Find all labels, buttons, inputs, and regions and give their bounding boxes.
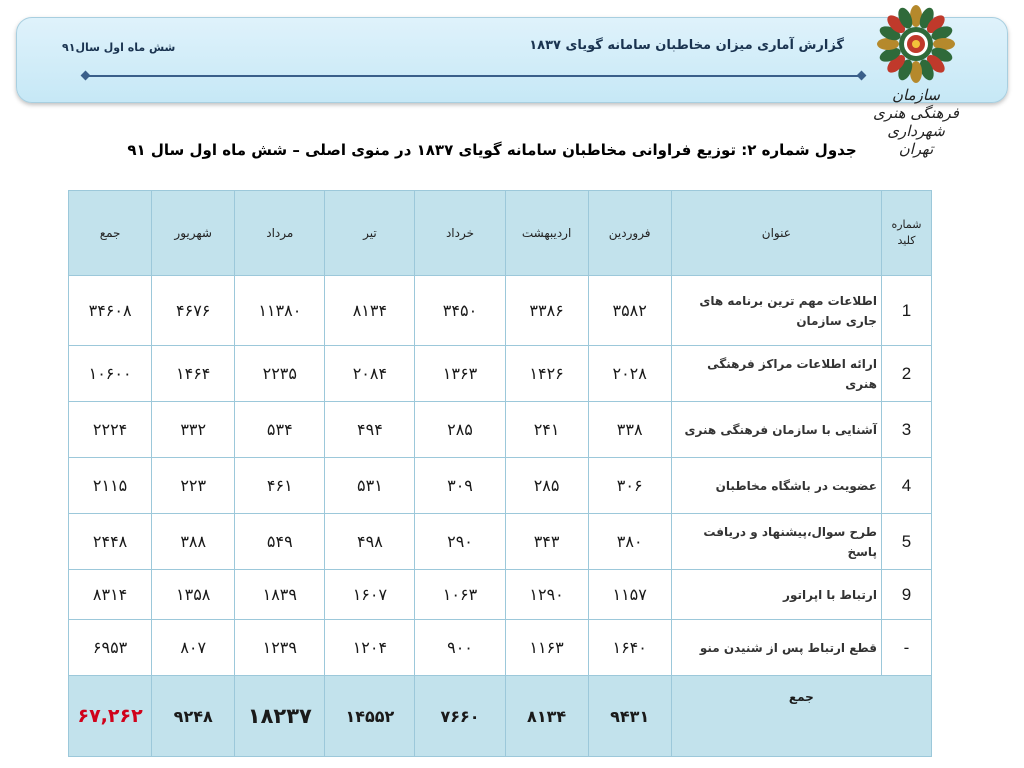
cell-value: ۱۲۹۰ [505,570,588,620]
row-key: 9 [881,570,931,620]
cell-value: ۱۱۶۳ [505,620,588,676]
cell-value: ۱۴۲۶ [505,346,588,402]
cell-value: ۸۱۳۴ [325,276,415,346]
cell-value: ۴۹۴ [325,402,415,458]
cell-value: ۵۴۹ [235,514,325,570]
total-value: ۸۱۳۴ [505,676,588,757]
row-key: 1 [881,276,931,346]
column-header-tir: تیر [325,191,415,276]
cell-value: ۹۰۰ [415,620,505,676]
cell-value: ۱۲۳۹ [235,620,325,676]
row-title: طرح سوال،پیشنهاد و دریافت پاسخ [671,514,881,570]
column-header-khordad: خرداد [415,191,505,276]
cell-value: ۱۳۵۸ [152,570,235,620]
table-row [69,346,932,402]
row-title: عضویت در باشگاه مخاطبان [671,458,881,514]
row-title: قطع ارتباط پس از شنیدن منو [671,620,881,676]
cell-value: ۴۶۱ [235,458,325,514]
table-row [69,514,932,570]
total-label: جمع [671,676,931,757]
total-value: ۹۲۴۸ [152,676,235,757]
cell-value: ۳۸۰ [588,514,671,570]
row-title: ارائه اطلاعات مراکز فرهنگی هنری [671,346,881,402]
row-key: 2 [881,346,931,402]
table-row [69,570,932,620]
column-header-key: شماره کلید [881,191,931,276]
cell-value: ۲۹۰ [415,514,505,570]
header-divider [86,75,862,77]
table-row [69,620,932,676]
header-bar [16,17,1008,103]
cell-value: ۳۳۸۶ [505,276,588,346]
column-header-total: جمع [69,191,152,276]
column-header-farvardin: فروردین [588,191,671,276]
cell-value: ۳۰۶ [588,458,671,514]
cell-value: ۲۸۵ [415,402,505,458]
period-label: شش ماه اول سال۹۱ [62,41,176,54]
cell-value: ۴۶۷۶ [152,276,235,346]
grand-total: ۶۷,۲۶۲ [69,676,152,757]
cell-row-total: ۲۲۲۴ [69,402,152,458]
cell-value: ۱۶۰۷ [325,570,415,620]
cell-row-total: ۸۳۱۴ [69,570,152,620]
cell-row-total: ۶۹۵۳ [69,620,152,676]
row-key: 3 [881,402,931,458]
cell-value: ۲۸۵ [505,458,588,514]
row-key: 4 [881,458,931,514]
cell-value: ۳۳۲ [152,402,235,458]
cell-value: ۴۹۸ [325,514,415,570]
cell-value: ۲۲۳۵ [235,346,325,402]
frequency-table [68,190,932,757]
cell-value: ۸۰۷ [152,620,235,676]
column-header-title: عنوان [671,191,881,276]
total-value: ۷۶۶۰ [415,676,505,757]
cell-value: ۳۵۸۲ [588,276,671,346]
cell-value: ۲۲۳ [152,458,235,514]
table-row [69,458,932,514]
table-header-row [69,191,932,276]
cell-row-total: ۲۴۴۸ [69,514,152,570]
report-title: گزارش آماری میزان مخاطبان سامانه گویای ۱۸۳۷ [529,38,844,53]
cell-value: ۵۳۱ [325,458,415,514]
cell-value: ۱۶۴۰ [588,620,671,676]
cell-value: ۲۰۸۴ [325,346,415,402]
row-key: - [881,620,931,676]
logo-text: سازمان فرهنگی هنری شهرداری تهران [873,86,959,158]
cell-value: ۱۱۳۸۰ [235,276,325,346]
cell-value: ۳۰۹ [415,458,505,514]
table-row [69,402,932,458]
cell-value: ۳۴۳ [505,514,588,570]
column-header-ordibehesht: اردیبهشت [505,191,588,276]
cell-value: ۵۳۴ [235,402,325,458]
cell-value: ۱۲۰۴ [325,620,415,676]
cell-value: ۱۰۶۳ [415,570,505,620]
column-header-mordad: مرداد [235,191,325,276]
cell-row-total: ۱۰۶۰۰ [69,346,152,402]
column-header-shahrivar: شهریور [152,191,235,276]
row-key: 5 [881,514,931,570]
cell-row-total: ۲۱۱۵ [69,458,152,514]
row-title: اطلاعات مهم ترین برنامه های جاری سازمان [671,276,881,346]
table-row [69,276,932,346]
table-total-row [69,676,932,757]
row-title: آشنایی با سازمان فرهنگی هنری [671,402,881,458]
total-value: ۱۸۲۳۷ [235,676,325,757]
cell-value: ۲۴۱ [505,402,588,458]
cell-value: ۱۳۶۳ [415,346,505,402]
cell-value: ۲۰۲۸ [588,346,671,402]
cell-value: ۳۳۸ [588,402,671,458]
total-value: ۹۴۳۱ [588,676,671,757]
cell-row-total: ۳۴۶۰۸ [69,276,152,346]
cell-value: ۱۸۳۹ [235,570,325,620]
cell-value: ۱۱۵۷ [588,570,671,620]
total-value: ۱۴۵۵۲ [325,676,415,757]
table-caption: جدول شماره ۲: توزیع فراوانی مخاطبان سامانه گویای ۱۸۳۷ در منوی اصلی – شش ماه اول سال ۹۱ [127,141,857,159]
cell-value: ۱۴۶۴ [152,346,235,402]
cell-value: ۳۸۸ [152,514,235,570]
cell-value: ۳۴۵۰ [415,276,505,346]
row-title: ارتباط با اپراتور [671,570,881,620]
